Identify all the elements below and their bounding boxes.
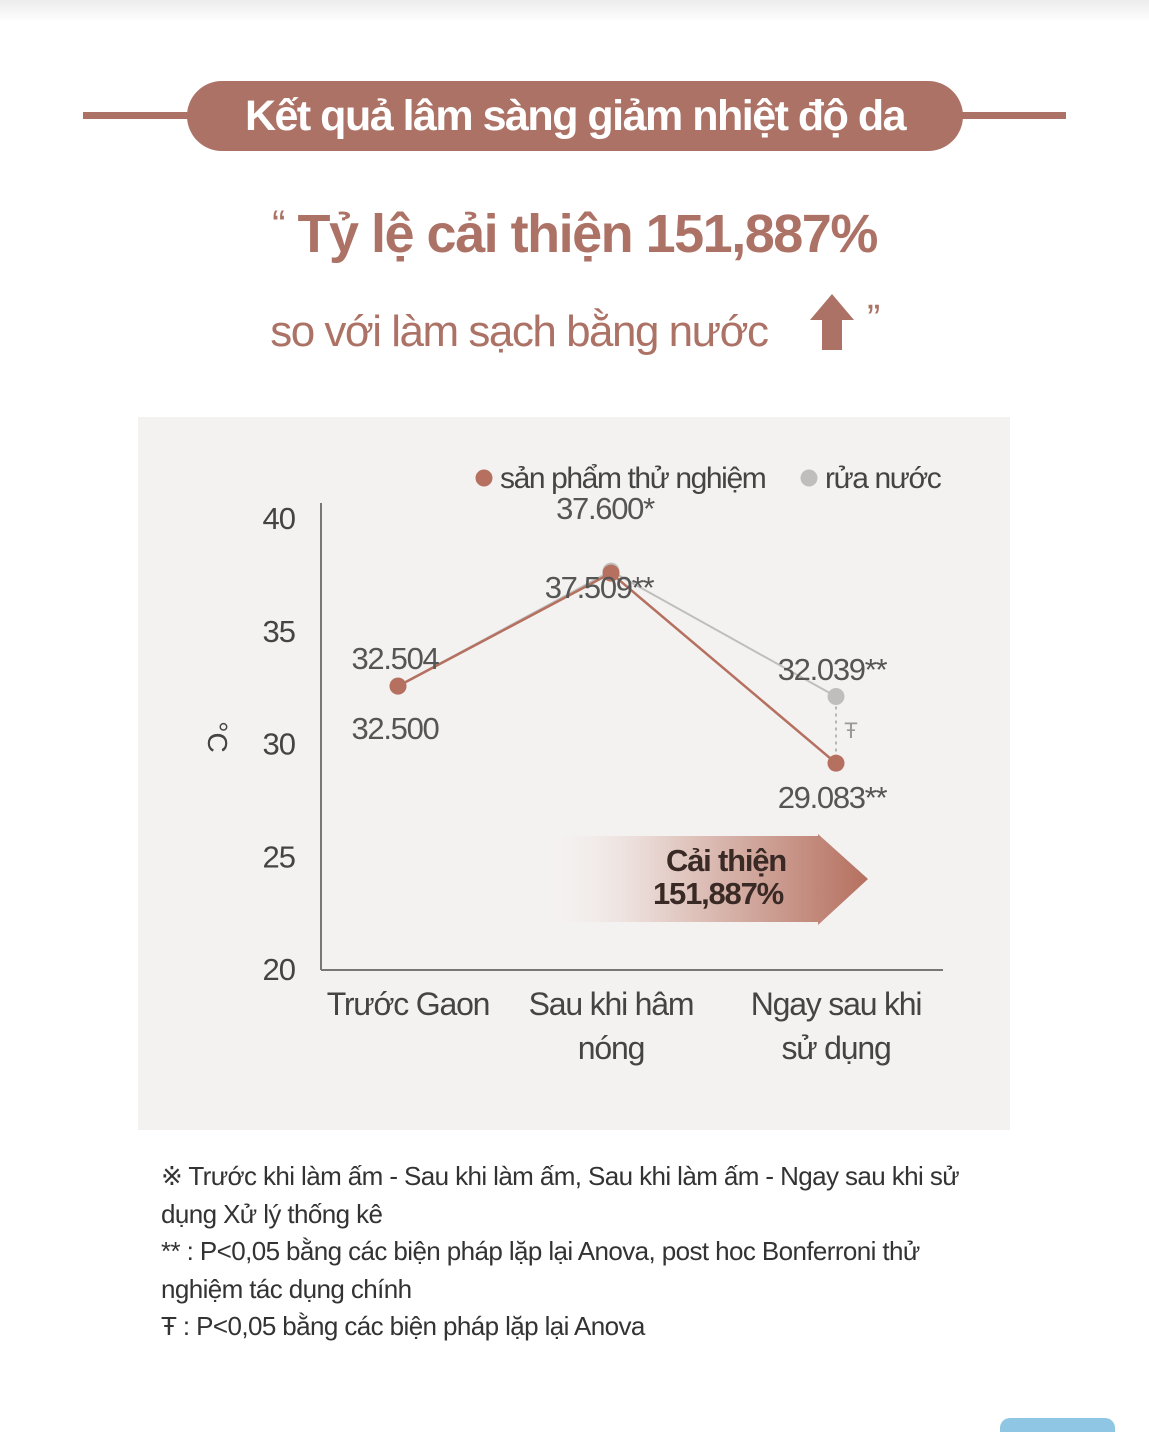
y-tick-label: 25 <box>262 839 295 875</box>
y-axis-label: °C <box>202 721 233 753</box>
annotation-line-1: Cải thiện <box>665 843 787 878</box>
legend-marker <box>801 470 818 487</box>
headline-main <box>0 203 1149 265</box>
x-tick-label: sử dụng <box>781 1030 891 1066</box>
data-label: 32.039** <box>777 652 887 687</box>
y-tick-label: 30 <box>262 726 295 762</box>
x-tick-label: Trước Gaon <box>326 986 490 1022</box>
data-label: 37.509** <box>544 570 654 605</box>
line-chart <box>138 417 1010 1130</box>
data-point <box>390 678 407 695</box>
data-label: 32.504 <box>351 641 439 676</box>
legend-label: rửa nước <box>825 462 941 495</box>
legend-marker <box>476 470 493 487</box>
data-point <box>828 755 845 772</box>
quote-open: “ <box>272 203 284 247</box>
footnotes <box>161 1158 961 1346</box>
title-rule-right <box>958 112 1066 119</box>
footnote-2: ** : P<0,05 bằng các biện pháp lặp lại Anova, post hoc Bonferroni thử nghiệm tác dụng chính <box>161 1236 920 1304</box>
chart-panel <box>138 417 1010 1130</box>
headline-sub-text: so với làm sạch bằng nước <box>270 307 768 356</box>
headline-main-text: Tỷ lệ cải thiện 151,887% <box>297 204 877 264</box>
x-tick-label: Sau khi hâm <box>528 986 694 1022</box>
legend-label: sản phẩm thử nghiệm <box>500 462 766 495</box>
headline-sub <box>0 292 1149 357</box>
footnote-3: Ŧ : P<0,05 bằng các biện pháp lặp lại Anova <box>161 1311 645 1341</box>
y-tick-label: 35 <box>262 613 295 649</box>
top-shade <box>0 0 1149 22</box>
footnote-1: ※ Trước khi làm ấm - Sau khi làm ấm, Sau khi làm ấm - Ngay sau khi sử dụng Xử lý thống kê <box>161 1161 960 1229</box>
corner-tab <box>1000 1418 1115 1432</box>
data-label: 37.600* <box>556 491 654 526</box>
y-tick-label: 40 <box>262 501 295 536</box>
data-label: 29.083** <box>777 780 887 815</box>
quote-close: ” <box>866 297 879 341</box>
data-point <box>828 688 845 705</box>
data-label: 32.500 <box>351 711 439 746</box>
title-rule-left <box>83 112 193 119</box>
page-title: Kết quả lâm sàng giảm nhiệt độ da <box>187 81 963 151</box>
up-arrow-icon <box>808 292 856 352</box>
x-tick-label: nóng <box>577 1030 645 1066</box>
significance-mark: Ŧ <box>844 717 858 743</box>
x-tick-label: Ngay sau khi <box>750 986 922 1022</box>
y-tick-label: 20 <box>262 952 295 987</box>
annotation-line-2: 151,887% <box>652 876 784 911</box>
